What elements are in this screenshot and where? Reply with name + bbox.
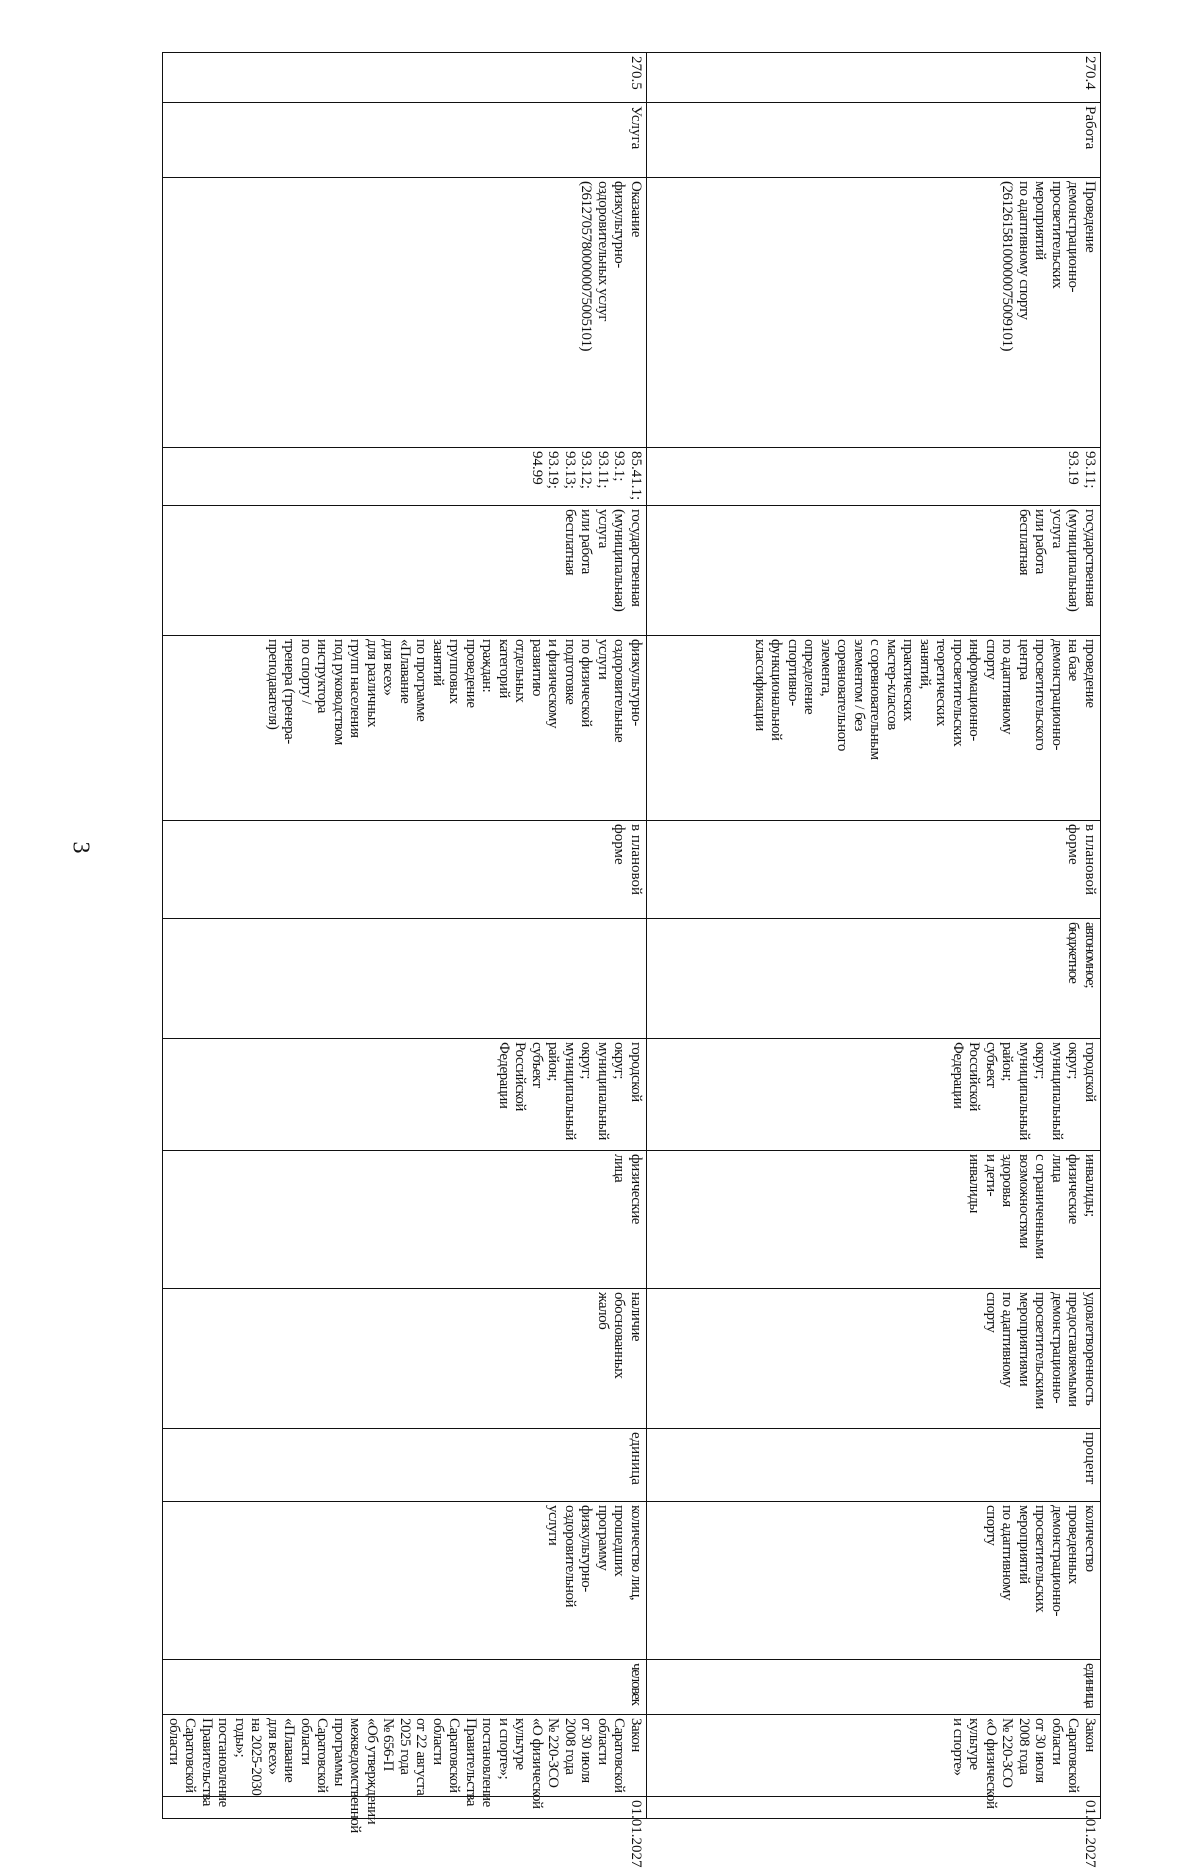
cell-line: физические	[628, 1154, 644, 1224]
cell-line: отдельных	[512, 639, 529, 703]
cell-line: определение	[801, 639, 818, 715]
cell-basis	[163, 1715, 647, 1833]
cell-line: Российской	[966, 1042, 983, 1111]
cell-line: с соревновательным	[867, 639, 884, 760]
cell-line: проведение	[463, 639, 479, 708]
table-row	[163, 53, 647, 1819]
cell-line: оздоровительной	[562, 1505, 578, 1607]
cell-line: 2008 года	[562, 1718, 578, 1775]
cell-line: № 220-ЗСО	[999, 1718, 1016, 1788]
cell-line: 93.11;	[1082, 451, 1098, 489]
cell-line: количество лиц,	[628, 1505, 644, 1601]
cell-line: 94.99	[529, 451, 545, 485]
cell-line: возможностями	[1016, 1154, 1032, 1249]
cell-line: здоровья	[999, 1154, 1016, 1207]
cell-line: единица	[1082, 1663, 1098, 1708]
cell-line: физкультурно-	[578, 1505, 595, 1592]
registry-table	[163, 52, 1102, 1868]
cell-line: занятий,	[917, 639, 933, 689]
cell-line: культуре	[512, 1718, 529, 1770]
cell-type	[163, 506, 647, 636]
cell-line: по адаптивному	[999, 1292, 1016, 1387]
cell-line: демонстрационно-	[1049, 1292, 1065, 1403]
cell-line: демонстрационно-	[1049, 1505, 1065, 1616]
cell-level	[163, 1039, 647, 1151]
cell-line: Работа	[1082, 106, 1098, 150]
cell-line: 93.19	[1065, 451, 1082, 485]
cell-line: функциональной	[768, 639, 785, 741]
cell-line: для всех»	[265, 1718, 281, 1775]
cell-line: демонстрационно-	[1065, 181, 1082, 292]
cell-line: категорий	[496, 639, 512, 698]
cell-line: единица	[628, 1432, 644, 1485]
cell-date	[163, 1797, 647, 1868]
cell-line: просветительских	[950, 639, 966, 747]
cell-line: соревновательного	[834, 639, 851, 751]
cell-line: Закон	[1082, 1718, 1098, 1752]
cell-name	[647, 178, 1101, 448]
cell-line: оздоровительных услуг	[595, 181, 611, 322]
cell-line: городской	[628, 1042, 644, 1102]
cell-line: области	[430, 1718, 446, 1765]
cell-consumers	[647, 1151, 1101, 1289]
cell-line: округ;	[611, 1042, 628, 1079]
cell-line: информационно-	[966, 639, 983, 741]
cell-line: на 2025-2030	[248, 1718, 265, 1796]
cell-line: классификации	[752, 639, 768, 731]
cell-line: просветительских	[1032, 1505, 1049, 1613]
cell-line: удовлетворенность	[1082, 1292, 1098, 1406]
cell-line: округ;	[578, 1042, 595, 1079]
cell-line: Российской	[512, 1042, 529, 1111]
cell-line: центра	[1016, 639, 1032, 680]
cell-quality	[647, 1289, 1101, 1429]
cell-line: инвалиды;	[1082, 1154, 1098, 1217]
cell-line: 2008 года	[1016, 1718, 1032, 1775]
cell-line: инструктора	[314, 639, 331, 713]
cell-line: жалоб	[595, 1292, 611, 1330]
cell-line: оздоровительные	[611, 639, 628, 743]
cell-line: муниципальный	[595, 1042, 611, 1140]
cell-line: «Об утверждении	[364, 1718, 380, 1825]
cell-line: под руководством	[331, 639, 347, 745]
cell-okved	[647, 448, 1101, 506]
cell-line: для различных	[364, 639, 380, 728]
cell-kind	[647, 103, 1101, 178]
cell-line: с ограниченными	[1032, 1154, 1049, 1259]
cell-line: области	[1049, 1718, 1065, 1765]
cell-line: граждан:	[479, 639, 496, 693]
cell-line: проведение	[1082, 639, 1098, 708]
cell-line: и дети-	[983, 1154, 999, 1197]
cell-line: Правительства	[199, 1718, 215, 1806]
cell-line: (муниципальная)	[611, 509, 628, 612]
cell-line: 93.13;	[562, 451, 578, 489]
cell-line: обоснованных	[611, 1292, 628, 1379]
cell-line: «Плавание	[397, 639, 413, 704]
cell-line: муниципальный	[562, 1042, 578, 1140]
cell-line: № 220-ЗСО	[545, 1718, 562, 1788]
cell-line: (муниципальная)	[1065, 509, 1082, 612]
cell-line: теоретических	[933, 639, 950, 727]
cell-line: 93.19;	[545, 451, 562, 489]
cell-line: постановление	[479, 1718, 496, 1807]
cell-line: 93.1;	[611, 451, 628, 482]
cell-line: демонстрационно-	[1049, 639, 1065, 750]
cell-line: просветительскими	[1032, 1292, 1049, 1409]
cell-quality-unit	[163, 1429, 647, 1502]
cell-line: занятий	[430, 639, 446, 686]
cell-line: 01.01.2027	[1082, 1800, 1098, 1868]
cell-line: области	[298, 1718, 314, 1765]
cell-line: по физической	[578, 639, 595, 727]
cell-line: Саратовской	[314, 1718, 331, 1793]
cell-line: спортивно-	[785, 639, 801, 706]
cell-line: «О физической	[529, 1718, 545, 1809]
cell-num	[647, 53, 1101, 103]
cell-line: от 22 августа	[413, 1718, 430, 1796]
cell-line: инвалиды	[966, 1154, 983, 1213]
cell-line: прошедших	[611, 1505, 628, 1577]
cell-line: подготовке	[562, 639, 578, 705]
cell-line: Оказание	[628, 181, 644, 237]
cell-line: преподавателя)	[265, 639, 281, 730]
cell-institution	[647, 919, 1101, 1039]
cell-line: процент	[1082, 1432, 1098, 1485]
cell-basis	[647, 1715, 1101, 1809]
cell-line: автономное;	[1082, 922, 1098, 988]
cell-line: для всех»	[380, 639, 397, 696]
cell-line: 93.12;	[578, 451, 595, 489]
cell-line: 85.41.1;	[628, 451, 644, 501]
cell-line: городской	[1082, 1042, 1098, 1102]
cell-line: количество	[1082, 1505, 1098, 1572]
cell-line: Саратовской	[1065, 1718, 1082, 1793]
cell-line: развитию	[529, 639, 545, 696]
cell-form	[163, 821, 647, 919]
cell-line: услуга	[595, 509, 611, 548]
cell-line: межведомственной	[347, 1718, 364, 1833]
cell-line: мероприятий	[1016, 1505, 1032, 1584]
cell-line: (26126158100000075009101)	[999, 181, 1016, 351]
cell-line: элемента,	[818, 639, 834, 697]
cell-line: по адаптивному	[999, 1505, 1016, 1600]
cell-line: по адаптивному спорту	[1016, 181, 1032, 320]
cell-line: программы	[331, 1718, 347, 1786]
cell-line: субъект	[529, 1042, 545, 1088]
cell-line: проведенных	[1065, 1505, 1082, 1584]
cell-volume	[163, 1502, 647, 1660]
cell-line: № 656-П	[380, 1718, 397, 1771]
cell-line: и спорте»;	[496, 1718, 512, 1780]
cell-line: физкультурно-	[628, 639, 644, 726]
cell-level	[647, 1039, 1101, 1151]
cell-quality-unit	[647, 1429, 1101, 1502]
cell-date	[647, 1797, 1101, 1868]
cell-line: от 30 июля	[1032, 1718, 1049, 1783]
cell-line: форме	[611, 824, 628, 865]
cell-line: или работа	[1032, 509, 1049, 574]
cell-line: спорту	[983, 1292, 999, 1333]
cell-line: Услуга	[628, 106, 644, 150]
cell-content	[163, 636, 647, 821]
cell-okved	[163, 448, 647, 506]
cell-type	[647, 506, 1101, 636]
cell-line: спорту	[983, 1505, 999, 1546]
cell-line: области	[595, 1718, 611, 1765]
cell-quality	[163, 1289, 647, 1429]
cell-content	[647, 636, 1101, 821]
cell-line: групп населения	[347, 639, 364, 738]
cell-line: услуги	[595, 639, 611, 680]
cell-line: бесплатная	[562, 509, 578, 576]
cell-num	[163, 53, 647, 103]
cell-line: и спорте»	[950, 1718, 966, 1776]
cell-volume-unit	[163, 1660, 647, 1715]
cell-line: наличие	[628, 1292, 644, 1342]
cell-line: от 30 июля	[578, 1718, 595, 1783]
cell-line: постановление	[215, 1718, 232, 1807]
cell-line: человек	[628, 1663, 644, 1705]
cell-line: в плановой	[628, 824, 644, 896]
cell-line: муниципальный	[1049, 1042, 1065, 1140]
cell-line: Федерации	[950, 1042, 966, 1109]
cell-line: муниципальный	[1016, 1042, 1032, 1140]
table-row	[647, 53, 1101, 1819]
cell-line: в плановой	[1082, 824, 1098, 896]
cell-line: Проведение	[1082, 181, 1098, 253]
cell-line: форме	[1065, 824, 1082, 865]
cell-line: Саратовской	[446, 1718, 463, 1793]
cell-consumers	[163, 1151, 647, 1289]
cell-line: 270.5	[628, 56, 644, 90]
cell-volume	[647, 1502, 1101, 1660]
cell-line: Закон	[628, 1718, 644, 1752]
cell-volume-unit	[647, 1660, 1101, 1715]
cell-line: программу	[595, 1505, 611, 1571]
cell-line: 270.4	[1082, 56, 1098, 90]
cell-line: (26127057800000075005101)	[578, 181, 595, 351]
cell-line: элементом / без	[851, 639, 867, 731]
cell-line: практических	[900, 639, 917, 721]
cell-line: мероприятий	[1032, 181, 1049, 260]
cell-line: услуги	[545, 1505, 562, 1546]
cell-line: по спорту /	[298, 639, 314, 705]
cell-line: субъект	[983, 1042, 999, 1088]
cell-line: физические	[1065, 1154, 1082, 1224]
cell-form	[647, 821, 1101, 919]
cell-line: лица	[611, 1154, 628, 1183]
cell-line: просветительского	[1032, 639, 1049, 751]
page-number: 3	[67, 841, 94, 854]
cell-line: мастер-классов	[884, 639, 900, 730]
cell-line: округ;	[1032, 1042, 1049, 1079]
cell-line: район;	[999, 1042, 1016, 1081]
cell-line: 93.11;	[595, 451, 611, 489]
cell-line: культуре	[966, 1718, 983, 1770]
cell-line: просветительских	[1049, 181, 1065, 289]
cell-line: бюджетное	[1065, 922, 1082, 983]
cell-line: спорту	[983, 639, 999, 680]
cell-line: государственная	[628, 509, 644, 607]
cell-line: физкультурно-	[611, 181, 628, 268]
cell-line: лица	[1049, 1154, 1065, 1183]
cell-line: мероприятиями	[1016, 1292, 1032, 1387]
cell-line: по адаптивному	[999, 639, 1016, 734]
cell-line: предоставляемыми	[1065, 1292, 1082, 1407]
cell-institution	[163, 919, 647, 1039]
cell-line: бесплатная	[1016, 509, 1032, 576]
cell-line: групповых	[446, 639, 463, 704]
cell-line: Федерации	[496, 1042, 512, 1109]
cell-line: области	[166, 1718, 182, 1765]
cell-line: Правительства	[463, 1718, 479, 1806]
cell-line: 2025 года	[397, 1718, 413, 1775]
cell-line: годы»;	[232, 1718, 248, 1758]
cell-line: округ;	[1065, 1042, 1082, 1079]
rotated-table-container	[166, 52, 1101, 1868]
cell-line: государственная	[1082, 509, 1098, 607]
cell-line: Саратовской	[611, 1718, 628, 1793]
cell-line: или работа	[578, 509, 595, 574]
cell-line: тренера (тренера-	[281, 639, 298, 744]
cell-line: и физическому	[545, 639, 562, 728]
cell-line: район;	[545, 1042, 562, 1081]
cell-line: услуга	[1049, 509, 1065, 548]
cell-line: на базе	[1065, 639, 1082, 681]
cell-line: Саратовской	[182, 1718, 199, 1793]
cell-line: «Плавание	[281, 1718, 298, 1783]
cell-line: по программе	[413, 639, 430, 722]
cell-line: «О физической	[983, 1718, 999, 1809]
cell-kind	[163, 103, 647, 178]
cell-name	[163, 178, 647, 448]
cell-line: 01.01.2027	[628, 1800, 644, 1868]
